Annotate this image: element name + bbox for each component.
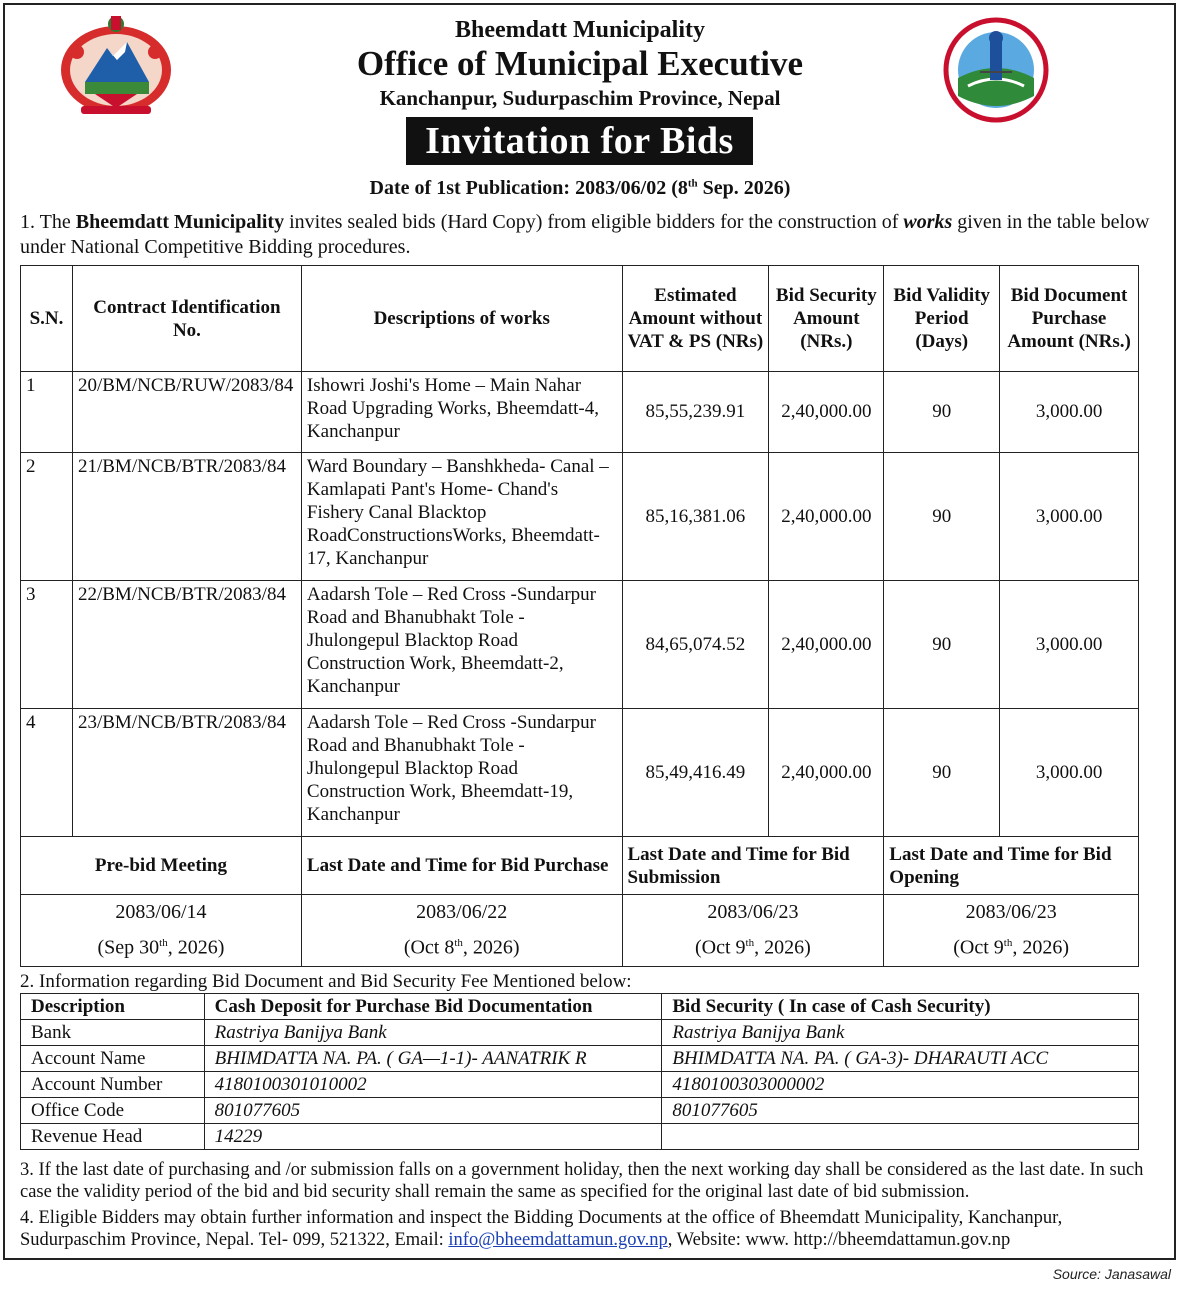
- bank-row-cash: 14229: [204, 1124, 662, 1150]
- row-sn: 2: [21, 453, 73, 581]
- bank-row-security: 801077605: [662, 1098, 1139, 1124]
- bank-row-security: Rastriya Banijya Bank: [662, 1020, 1139, 1046]
- prebid-meeting-label: Pre-bid Meeting: [21, 837, 302, 895]
- row-estimated-amount: 85,16,381.06: [622, 453, 769, 581]
- bank-row-cash: 4180100301010002: [204, 1072, 662, 1098]
- row-description: Aadarsh Tole – Red Cross -Sundarpur Road and Bhanubhakt Tole - Jhulongepul Blacktop Road Construction Work, Bheemdatt-19, Kanchanpur: [301, 709, 622, 837]
- row-doc-amount: 3,000.00: [1000, 709, 1139, 837]
- table-row: [21, 1098, 1139, 1124]
- table-row: [21, 1020, 1139, 1046]
- bank-row-label: Account Number: [21, 1072, 205, 1098]
- bank-header-bid-security: Bid Security ( In case of Cash Security): [662, 994, 1139, 1020]
- row-bid-validity: 90: [884, 453, 1000, 581]
- bank-header-description: Description: [21, 994, 205, 1020]
- header-bid-security: Bid Security Amount (NRs.): [769, 266, 884, 372]
- bank-row-label: Account Name: [21, 1046, 205, 1072]
- office-name: Office of Municipal Executive: [356, 44, 804, 83]
- schedule-label-row: [21, 837, 1139, 895]
- email-link[interactable]: info@bheemdattamun.gov.np: [448, 1230, 668, 1250]
- row-bid-security: 2,40,000.00: [769, 372, 884, 453]
- row-estimated-amount: 85,49,416.49: [622, 709, 769, 837]
- row-description: Aadarsh Tole – Red Cross -Sundarpur Road and Bhanubhakt Tole - Jhulongepul Blacktop Road Construction Work, Bheemdatt-2, Kanchanpur: [301, 581, 622, 709]
- table-row: [21, 372, 1139, 453]
- row-bid-validity: 90: [884, 709, 1000, 837]
- header-description: Descriptions of works: [301, 266, 622, 372]
- bank-row-cash: BHIMDATTA NA. PA. ( GA—1-1)- AANATRIK R: [204, 1046, 662, 1072]
- table-row: [21, 1072, 1139, 1098]
- source-credit: Source: Janasawal: [1052, 1266, 1171, 1282]
- row-sn: 4: [21, 709, 73, 837]
- row-contract-id: 20/BM/NCB/RUW/2083/84: [72, 372, 301, 453]
- bank-table-header: [21, 994, 1139, 1020]
- row-description: Ward Boundary – Banshkheda- Canal – Kamlapati Pant's Home- Chand's Fishery Canal Blacktop RoadConstructionsWorks, Bheemdatt-17, Kanchanpur: [301, 453, 622, 581]
- header-doc-amount: Bid Document Purchase Amount (NRs.): [1000, 266, 1139, 372]
- header-estimated-amount: Estimated Amount without VAT & PS (NRs): [622, 266, 769, 372]
- bids-table: [20, 265, 1139, 967]
- row-estimated-amount: 85,55,239.91: [622, 372, 769, 453]
- prebid-meeting-date: 2083/06/14 (Sep 30th, 2026): [21, 895, 302, 967]
- row-bid-validity: 90: [884, 581, 1000, 709]
- row-bid-security: 2,40,000.00: [769, 453, 884, 581]
- bid-opening-label: Last Date and Time for Bid Opening: [884, 837, 1139, 895]
- row-doc-amount: 3,000.00: [1000, 581, 1139, 709]
- bid-submission-label: Last Date and Time for Bid Submission: [622, 837, 884, 895]
- publication-date: Date of 1st Publication: 2083/06/02 (8th Sep. 2026): [369, 177, 791, 199]
- municipality-name: Bheemdatt Municipality: [455, 17, 705, 43]
- row-doc-amount: 3,000.00: [1000, 372, 1139, 453]
- row-sn: 1: [21, 372, 73, 453]
- table-row: [21, 709, 1139, 837]
- bank-info-table: [20, 993, 1139, 1150]
- row-bid-validity: 90: [884, 372, 1000, 453]
- bid-submission-date: 2083/06/23 (Oct 9th, 2026): [622, 895, 884, 967]
- row-bid-security: 2,40,000.00: [769, 581, 884, 709]
- row-contract-id: 22/BM/NCB/BTR/2083/84: [72, 581, 301, 709]
- office-location: Kanchanpur, Sudurpaschim Province, Nepal: [379, 86, 781, 110]
- row-estimated-amount: 84,65,074.52: [622, 581, 769, 709]
- row-sn: 3: [21, 581, 73, 709]
- table-row: [21, 453, 1139, 581]
- row-doc-amount: 3,000.00: [1000, 453, 1139, 581]
- bank-header-cash-deposit: Cash Deposit for Purchase Bid Documentation: [204, 994, 662, 1020]
- bank-row-label: Bank: [21, 1020, 205, 1046]
- contact-note: 4. Eligible Bidders may obtain further information and inspect the Bidding Documents at the office of Bheemdatt Municipality, Kanchanpur, Sudurpaschim Province, Nepal. Tel- 099, 521322, Email: info@bheemdattamun.gov.np, Website: www. http://bheemdattamun.gov.np: [20, 1208, 1063, 1250]
- intro-paragraph: 1. The Bheemdatt Municipality invites sealed bids (Hard Copy) from eligible bidders for the construction of works given in the table below under National Competitive Bidding procedures.: [20, 211, 1150, 258]
- header-bid-validity: Bid Validity Period (Days): [884, 266, 1000, 372]
- holiday-note: 3. If the last date of purchasing and /or submission falls on a government holiday, then the next working day shall be considered as the last date. In such case the validity period of the bid and bid security shall remain the same as specified for the original last date of bid submission.: [20, 1160, 1144, 1202]
- bid-purchase-date: 2083/06/22 (Oct 8th, 2026): [301, 895, 622, 967]
- notice-title: Invitation for Bids: [406, 117, 753, 165]
- table-row: [21, 581, 1139, 709]
- bid-purchase-label: Last Date and Time for Bid Purchase: [301, 837, 622, 895]
- header-sn: S.N.: [21, 266, 73, 372]
- bank-row-cash: Rastriya Banijya Bank: [204, 1020, 662, 1046]
- bids-table-header: [21, 266, 1139, 372]
- header-contract-id: Contract Identification No.: [72, 266, 301, 372]
- row-contract-id: 21/BM/NCB/BTR/2083/84: [72, 453, 301, 581]
- bid-opening-date: 2083/06/23 (Oct 9th, 2026): [884, 895, 1139, 967]
- row-contract-id: 23/BM/NCB/BTR/2083/84: [72, 709, 301, 837]
- bank-row-label: Office Code: [21, 1098, 205, 1124]
- row-bid-security: 2,40,000.00: [769, 709, 884, 837]
- bank-row-security: BHIMDATTA NA. PA. ( GA-3)- DHARAUTI ACC: [662, 1046, 1139, 1072]
- table-row: [21, 1124, 1139, 1150]
- bank-row-security: 4180100303000002: [662, 1072, 1139, 1098]
- schedule-date-row: [21, 895, 1139, 967]
- table-row: [21, 1046, 1139, 1072]
- row-description: Ishowri Joshi's Home – Main Nahar Road Upgrading Works, Bheemdatt-4, Kanchanpur: [301, 372, 622, 453]
- bank-row-cash: 801077605: [204, 1098, 662, 1124]
- bank-row-security: [662, 1124, 1139, 1150]
- bank-row-label: Revenue Head: [21, 1124, 205, 1150]
- bank-info-title: 2. Information regarding Bid Document and Bid Security Fee Mentioned below:: [20, 971, 632, 992]
